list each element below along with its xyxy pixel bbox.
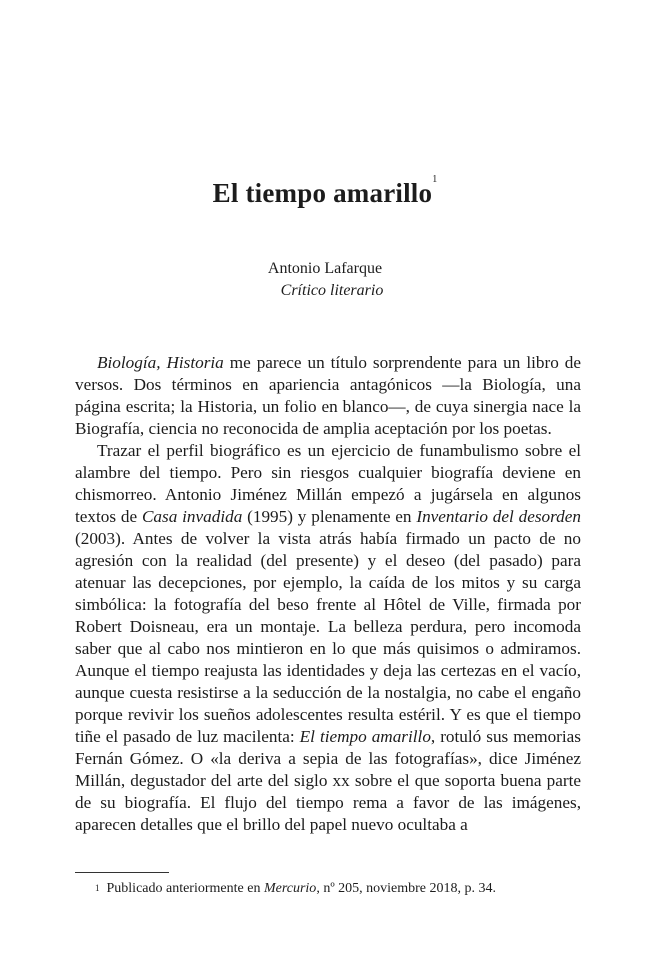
author-role: Crítico literario	[280, 282, 384, 299]
chapter-title-text: El tiempo amarillo	[212, 178, 433, 208]
footnote-text: Publicado anteriormente en	[106, 881, 264, 896]
footnote-mark: 1	[95, 883, 100, 893]
paragraph-text: me parece un título sorprendente para un libro de versos. Dos términos en apariencia antagónicos —la Biología, una página escrita; la Historia, un folio en blanco—, de cuya sinergia nace la Biografía, ciencia no reconocida de amplia aceptación por los poetas.	[75, 353, 581, 438]
paragraph-text: Trazar el perfil biográfico es un ejercicio de funambulismo sobre el alambre del tiempo. Pero sin riesgos cualquier biografía deviene en chismorreo. Antonio Jiménez Millán empezó a jugársela en algunos textos de	[75, 441, 581, 526]
footnote	[95, 880, 575, 898]
book-title: El tiempo amarillo	[299, 727, 431, 746]
author-block	[0, 258, 650, 302]
footnote-reference: 1	[432, 174, 438, 185]
footnote-divider	[75, 872, 169, 873]
book-title: Inventario del desorden	[416, 507, 582, 526]
body-text	[75, 352, 581, 836]
book-title: Casa invadida	[141, 507, 243, 526]
footnote-text: , nº 205, noviembre 2018, p. 34.	[316, 881, 497, 896]
paragraph-2	[75, 440, 581, 836]
journal-title: Mercurio	[263, 881, 317, 896]
chapter-title	[0, 174, 650, 209]
paragraph-text: (1995) y plenamente en	[242, 507, 417, 526]
paragraph-1	[75, 352, 581, 440]
emphasis-text: Biología, Historia	[97, 353, 224, 372]
paragraph-text: (2003). Antes de volver la vista atrás había firmado un pacto de no agresión con la realidad (del presente) y el deseo (del pasado) para atenuar las decepciones, por ejemplo, la caída de los mitos y su carga simbólica: la fotografía del beso frente al Hôtel de Ville, firmada por Robert Doisneau, era un montaje. La belleza perdura, pero incomoda saber que al cabo nos mintieron en lo que más quisimos o admiramos. Aunque el tiempo reajusta las identidades y deja las certezas en el vacío, aunque cuesta resistirse a la seducción de la nostalgia, no cabe el engaño porque revivir los sueños adolescentes resulta estéril. Y es que el tiempo tiñe el pasado de luz macilenta:	[75, 529, 581, 746]
author-name: Antonio Lafarque	[267, 260, 383, 277]
paragraph-text: , rotuló sus memorias Fernán Gómez. O «la deriva a sepia de las fotografías», dice Jiménez Millán, degustador del arte del siglo xx sobre el que soporta buena parte de su biografía. El flujo del tiempo rema a favor de las imágenes, aparecen detalles que el brillo del papel nuevo ocultaba a	[75, 727, 582, 834]
